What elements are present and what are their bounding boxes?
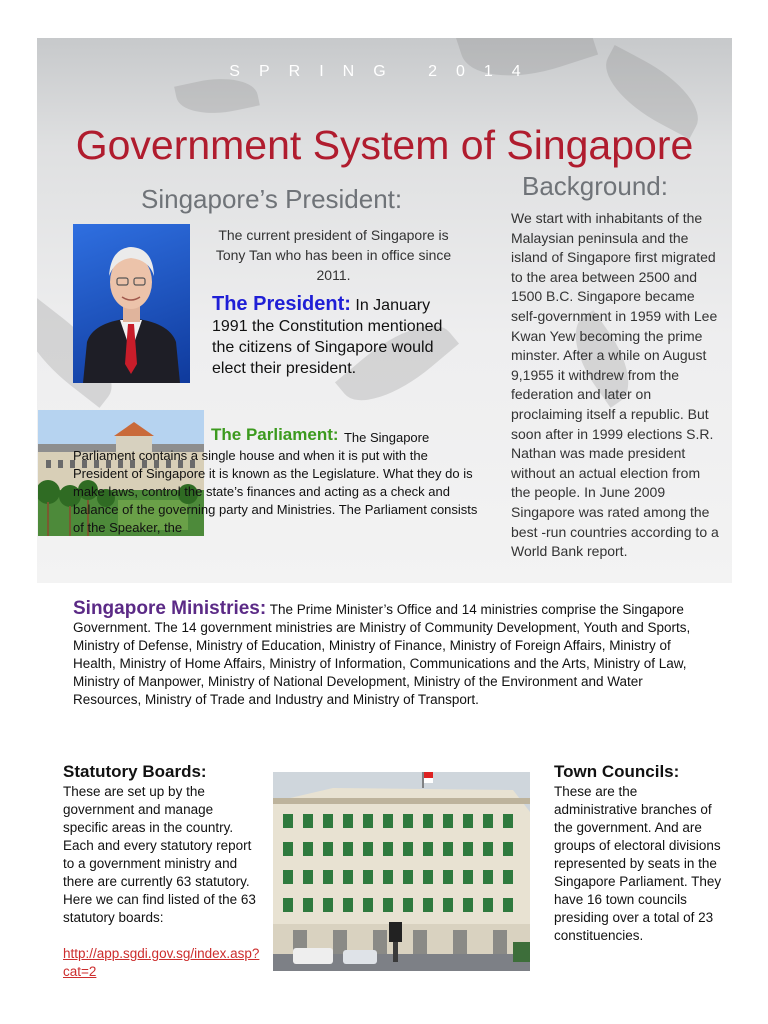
background-text: We start with inhabitants of the Malaysian peninsula and the island of Singapore first migrated to the area between 2500 and 1500 B.C. Singapore became self-government in 1959 with Lee Kwan Yew becoming the prime minster. After a while on August 9,1955 it withdrew from the federation and later on proclaiming itself a republic. But soon after in 1999 elections S.R. Nathan was made president without an actual election from the people. In June 2009 Singapore was rated among the best -run countries according to a World Bank report. bbox=[511, 210, 719, 560]
parliament-text-body: The Singapore Parliament contains a single house and when it is put with the President of Singapore it is known as the Legislature. What they do is make laws, control the state’s finances and acting as a check and balance of the governing party and Ministries. The Parliament consists of the Speaker, the bbox=[73, 430, 478, 535]
ministries-heading: Singapore Ministries: bbox=[73, 598, 267, 619]
government-building-photo bbox=[273, 772, 530, 971]
ministries-text: The Prime Minister’s Office and 14 ministries comprise the Singapore Government. The 14 government ministries are Ministry of Community Development, Youth and Sports, Ministry of Defense, Ministry of Education, Ministry of Finance, Ministry of Foreign Affairs, Ministry of Health, Ministry of Home Affairs, Ministry of Information, Communications and the Arts, Ministry of Law, Ministry of Manpower, Ministry of National Development, Ministry of the Environment and Water Resources, Ministry of Trade and Industry and Ministry of Transport. bbox=[73, 602, 691, 707]
president-role-heading: The President: bbox=[212, 293, 351, 315]
background-heading: Background: bbox=[522, 171, 668, 201]
president-intro-text: The current president of Singapore is Tony Tan who has been in office since 2011. bbox=[215, 227, 452, 283]
statutory-heading: Statutory Boards: bbox=[63, 762, 207, 781]
ministry-building-image bbox=[273, 772, 530, 971]
president-section-heading: Singapore’s President: bbox=[141, 184, 403, 214]
president-portrait-image bbox=[73, 224, 190, 383]
president-role-text: In January 1991 the Constitution mentioned the citizens of Singapore would elect their president. bbox=[212, 297, 443, 377]
statutory-text: These are set up by the government and manage specific areas in the country. Each and every statutory report to a government ministry and there are currently 63 statutory. Here we can find listed of the 63 statutory boards: bbox=[63, 784, 256, 925]
statutory-boards-link[interactable]: http://app.sgdi.gov.sg/index.asp?cat=2 bbox=[63, 946, 260, 979]
ministries-paragraph bbox=[73, 600, 693, 709]
town-councils-text: These are the administrative branches of the government. And are groups of electoral divisions represented by seats in the Singapore Parliament. They have 16 town councils presiding over a total of 23 constituencies. bbox=[554, 784, 722, 943]
season-label: SPRING 2014 bbox=[229, 63, 540, 80]
president-role-paragraph bbox=[212, 294, 462, 379]
parliament-text bbox=[73, 428, 478, 537]
parliament-heading: The Parliament: bbox=[211, 425, 339, 444]
town-councils-heading: Town Councils: bbox=[554, 762, 680, 781]
page-title: Government System of Singapore bbox=[75, 122, 694, 168]
president-photo bbox=[73, 224, 190, 383]
